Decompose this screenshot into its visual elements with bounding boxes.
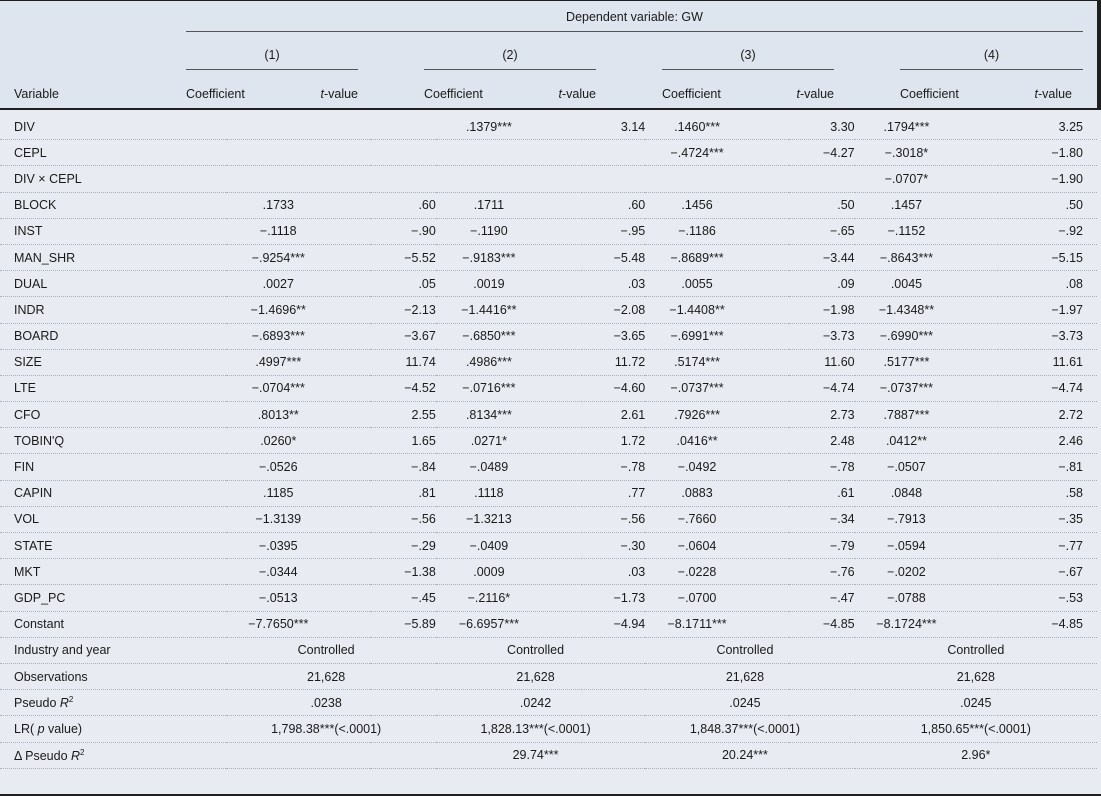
coefficient-cell: .5177*** [855,349,999,375]
t-value-cell: 11.72 [582,349,645,375]
coefficient-cell: .8134*** [436,402,582,428]
table-row [0,271,1097,297]
coefficient-cell [436,166,582,192]
table-row [0,297,1097,323]
coefficient-cell [226,140,370,166]
variable-name: MKT [0,559,226,585]
t-value-cell [582,140,645,166]
t-value-cell: −2.13 [370,297,436,323]
header-rule [0,108,1101,110]
t-value-cell: −.65 [789,218,855,244]
coef-header-1: Coefficient [186,87,245,101]
summary-label: Pseudo $R^2$ [0,690,226,716]
t-value-cell: .77 [582,480,645,506]
dependent-variable-rule [186,31,1083,32]
variable-column-header: Variable [14,87,59,101]
tvalue-header-4: t-value [1034,87,1072,101]
t-value-cell: −4.94 [582,611,645,637]
table-row [0,140,1097,166]
t-value-cell: .03 [582,271,645,297]
coefficient-cell [226,114,370,140]
table-row [0,402,1097,428]
coefficient-cell: −.9183*** [436,244,582,270]
coefficient-cell: .1118 [436,480,582,506]
coefficient-cell [226,166,370,192]
summary-cell: 21,628 [226,663,435,689]
t-value-cell: −.92 [998,218,1097,244]
t-value-cell: .05 [370,271,436,297]
t-value-cell: −.81 [998,454,1097,480]
t-value-cell: −4.52 [370,375,436,401]
variable-name: VOL [0,506,226,532]
t-value-cell: −.95 [582,218,645,244]
coefficient-cell: −.0704*** [226,375,370,401]
summary-label: Observations [0,663,226,689]
coefficient-cell: −.8689*** [645,244,789,270]
coefficient-cell: −.7660 [645,506,789,532]
t-value-cell: .61 [789,480,855,506]
t-value-cell [370,114,436,140]
table-row [0,480,1097,506]
coefficient-cell [436,140,582,166]
coefficient-cell: −.0507 [855,454,999,480]
t-value-cell: .08 [998,271,1097,297]
t-value-cell: 2.48 [789,428,855,454]
t-value-cell: −.84 [370,454,436,480]
summary-cell: 21,628 [645,663,854,689]
variable-name: CEPL [0,140,226,166]
coefficient-cell: −.0228 [645,559,789,585]
t-value-cell: .60 [582,192,645,218]
coefficient-cell: .0009 [436,559,582,585]
coefficient-cell: −1.4348** [855,297,999,323]
coefficient-cell: −.0344 [226,559,370,585]
summary-cell: Controlled [436,637,645,663]
t-value-cell: −.78 [582,454,645,480]
coefficient-cell: .7887*** [855,402,999,428]
t-value-cell: −.77 [998,533,1097,559]
variable-name: DIV [0,114,226,140]
coefficient-cell: −.9254*** [226,244,370,270]
summary-label: LR( p value) [0,716,226,742]
coefficient-cell: .7926*** [645,402,789,428]
model-4-label: (4) [983,48,1000,62]
summary-cell: .0245 [645,690,854,716]
t-value-cell: −4.27 [789,140,855,166]
coefficient-cell: −.0489 [436,454,582,480]
model-2-label: (2) [502,48,518,62]
t-value-cell: −1.97 [998,297,1097,323]
t-value-cell: −.34 [789,506,855,532]
table-body [0,114,1097,769]
table-row [0,166,1097,192]
summary-row [0,690,1097,716]
variable-name: STATE [0,533,226,559]
t-value-cell: .09 [789,271,855,297]
tvalue-header-3: t-value [796,87,834,101]
coefficient-cell: −.0409 [436,533,582,559]
t-value-cell: −1.90 [998,166,1097,192]
coefficient-cell: −.7913 [855,506,999,532]
table-row [0,192,1097,218]
t-value-cell: 2.46 [998,428,1097,454]
summary-cell: 29.74*** [436,742,645,768]
coefficient-cell: .0416** [645,428,789,454]
t-value-cell: 1.65 [370,428,436,454]
coefficient-cell: −1.3213 [436,506,582,532]
variable-name: DIV × CEPL [0,166,226,192]
t-value-cell: 1.72 [582,428,645,454]
model-3-rule [662,69,834,70]
model-2-rule [424,69,596,70]
t-value-cell: 11.60 [789,349,855,375]
table-row [0,323,1097,349]
t-value-cell: −.47 [789,585,855,611]
coefficient-cell: .4997*** [226,349,370,375]
coefficient-cell: −.3018* [855,140,999,166]
t-value-cell: −3.44 [789,244,855,270]
dependent-variable-label: Dependent variable: GW [566,10,703,24]
coefficient-cell: .0883 [645,480,789,506]
summary-cell: 1,828.13***(<.0001) [436,716,645,742]
table-row [0,218,1097,244]
variable-name: BOARD [0,323,226,349]
model-1-rule [186,69,358,70]
coefficient-cell: −.0594 [855,533,999,559]
coefficient-cell: −.6991*** [645,323,789,349]
coef-header-4: Coefficient [900,87,959,101]
summary-label: Δ Pseudo $R^2$ [0,742,226,768]
t-value-cell: 2.72 [998,402,1097,428]
coefficient-cell: .8013** [226,402,370,428]
t-value-cell: 2.55 [370,402,436,428]
t-value-cell [370,140,436,166]
summary-cell: 20.24*** [645,742,854,768]
coefficient-cell: −8.1711*** [645,611,789,637]
model-4-rule [900,69,1083,70]
t-value-cell: −5.89 [370,611,436,637]
tvalue-header-1: t-value [320,87,358,101]
coefficient-cell: −.1190 [436,218,582,244]
coef-header-3: Coefficient [662,87,721,101]
top-rule [0,0,1097,1]
coefficient-cell: .0045 [855,271,999,297]
coefficient-cell: .0055 [645,271,789,297]
coefficient-cell: −.1152 [855,218,999,244]
model-1-label: (1) [264,48,280,62]
table-row [0,349,1097,375]
t-value-cell: −3.73 [789,323,855,349]
table-row [0,454,1097,480]
summary-cell: 21,628 [436,663,645,689]
variable-name: SIZE [0,349,226,375]
coefficient-cell: .1733 [226,192,370,218]
summary-cell: .0238 [226,690,435,716]
table-row [0,506,1097,532]
t-value-cell: −4.60 [582,375,645,401]
t-value-cell: −4.85 [998,611,1097,637]
t-value-cell: −3.73 [998,323,1097,349]
t-value-cell: −3.65 [582,323,645,349]
summary-cell: Controlled [226,637,435,663]
t-value-cell: −1.73 [582,585,645,611]
tvalue-header-2: t-value [558,87,596,101]
coefficient-cell: −.0513 [226,585,370,611]
variable-name: INST [0,218,226,244]
t-value-cell: −.67 [998,559,1097,585]
t-value-cell: −.78 [789,454,855,480]
coefficient-cell: −.0700 [645,585,789,611]
coefficient-cell: .1794*** [855,114,999,140]
summary-cell: .0242 [436,690,645,716]
coefficient-cell: −.0788 [855,585,999,611]
header-edge-rule [1097,0,1101,108]
summary-cell: 1,798.38***(<.0001) [226,716,435,742]
coefficient-cell: −6.6957*** [436,611,582,637]
t-value-cell: −2.08 [582,297,645,323]
t-value-cell: −5.52 [370,244,436,270]
summary-cell: Controlled [645,637,854,663]
coefficient-cell: .1185 [226,480,370,506]
coefficient-cell: −.0707* [855,166,999,192]
coefficient-cell: −.8643*** [855,244,999,270]
coefficient-cell: −.6850*** [436,323,582,349]
table-row [0,114,1097,140]
coefficient-cell: −.0737*** [645,375,789,401]
coefficient-cell: .1457 [855,192,999,218]
coefficient-cell: −.0716*** [436,375,582,401]
variable-name: LTE [0,375,226,401]
coefficient-cell: .0019 [436,271,582,297]
table-row [0,559,1097,585]
variable-name: CAPIN [0,480,226,506]
t-value-cell [370,166,436,192]
coefficient-cell: −.0526 [226,454,370,480]
t-value-cell: .50 [998,192,1097,218]
t-value-cell: −.90 [370,218,436,244]
t-value-cell: 3.25 [998,114,1097,140]
variable-name: BLOCK [0,192,226,218]
t-value-cell: −4.85 [789,611,855,637]
t-value-cell: −1.38 [370,559,436,585]
coefficient-cell: .0027 [226,271,370,297]
variable-name: DUAL [0,271,226,297]
variable-name: Constant [0,611,226,637]
coefficient-cell [645,166,789,192]
t-value-cell: −.56 [582,506,645,532]
t-value-cell [789,166,855,192]
t-value-cell: −1.98 [789,297,855,323]
t-value-cell [582,166,645,192]
t-value-cell: −1.80 [998,140,1097,166]
summary-cell: .0245 [855,690,1097,716]
coefficient-cell: .0412** [855,428,999,454]
t-value-cell: −.56 [370,506,436,532]
t-value-cell: −.76 [789,559,855,585]
coefficient-cell: −.1118 [226,218,370,244]
summary-cell [226,742,435,768]
t-value-cell: −.53 [998,585,1097,611]
t-value-cell: −5.48 [582,244,645,270]
coefficient-cell: −.0395 [226,533,370,559]
coefficient-cell: −8.1724*** [855,611,999,637]
coef-header-2: Coefficient [424,87,483,101]
t-value-cell: −.29 [370,533,436,559]
variable-name: FIN [0,454,226,480]
t-value-cell: 11.61 [998,349,1097,375]
coefficient-cell: −1.4696** [226,297,370,323]
summary-label: Industry and year [0,637,226,663]
coefficient-cell: .1379*** [436,114,582,140]
coefficient-cell: .5174*** [645,349,789,375]
t-value-cell: −.79 [789,533,855,559]
t-value-cell: .60 [370,192,436,218]
summary-cell: Controlled [855,637,1097,663]
coefficient-cell: −.0737*** [855,375,999,401]
coefficient-cell: .1711 [436,192,582,218]
coefficient-cell: .0848 [855,480,999,506]
coefficient-cell: −1.4416** [436,297,582,323]
t-value-cell: 3.14 [582,114,645,140]
table-row [0,533,1097,559]
summary-row [0,742,1097,768]
coefficient-cell: −1.4408** [645,297,789,323]
summary-cell: 1,848.37***(<.0001) [645,716,854,742]
coefficient-cell: −1.3139 [226,506,370,532]
t-value-cell: −.30 [582,533,645,559]
t-value-cell: 11.74 [370,349,436,375]
t-value-cell: 2.61 [582,402,645,428]
t-value-cell: −4.74 [789,375,855,401]
t-value-cell: −.45 [370,585,436,611]
summary-cell: 2.96* [855,742,1097,768]
table-row [0,244,1097,270]
variable-name: TOBIN'Q [0,428,226,454]
variable-name: INDR [0,297,226,323]
coefficient-cell: .1456 [645,192,789,218]
variable-name: GDP_PC [0,585,226,611]
model-3-label: (3) [740,48,756,62]
coefficient-cell: −.6990*** [855,323,999,349]
table-row [0,585,1097,611]
summary-row [0,716,1097,742]
coefficient-cell: .0260* [226,428,370,454]
t-value-cell: 2.73 [789,402,855,428]
coefficient-cell: .1460*** [645,114,789,140]
t-value-cell: −.35 [998,506,1097,532]
coefficient-cell: −7.7650*** [226,611,370,637]
coefficient-cell: −.6893*** [226,323,370,349]
table-row [0,428,1097,454]
t-value-cell: −3.67 [370,323,436,349]
t-value-cell: 3.30 [789,114,855,140]
coefficient-cell: −.0492 [645,454,789,480]
coefficient-cell: −.0202 [855,559,999,585]
coefficient-cell: .0271* [436,428,582,454]
t-value-cell: −5.15 [998,244,1097,270]
coefficient-cell: −.2116* [436,585,582,611]
coefficient-cell: −.1186 [645,218,789,244]
table-row [0,375,1097,401]
summary-row [0,663,1097,689]
t-value-cell: .03 [582,559,645,585]
variable-name: CFO [0,402,226,428]
summary-row [0,637,1097,663]
t-value-cell: .81 [370,480,436,506]
t-value-cell: .58 [998,480,1097,506]
summary-cell: 1,850.65***(<.0001) [855,716,1097,742]
t-value-cell: −4.74 [998,375,1097,401]
t-value-cell: .50 [789,192,855,218]
coefficient-cell: −.0604 [645,533,789,559]
table-row [0,611,1097,637]
coefficient-cell: −.4724*** [645,140,789,166]
coefficient-cell: .4986*** [436,349,582,375]
summary-cell: 21,628 [855,663,1097,689]
variable-name: MAN_SHR [0,244,226,270]
